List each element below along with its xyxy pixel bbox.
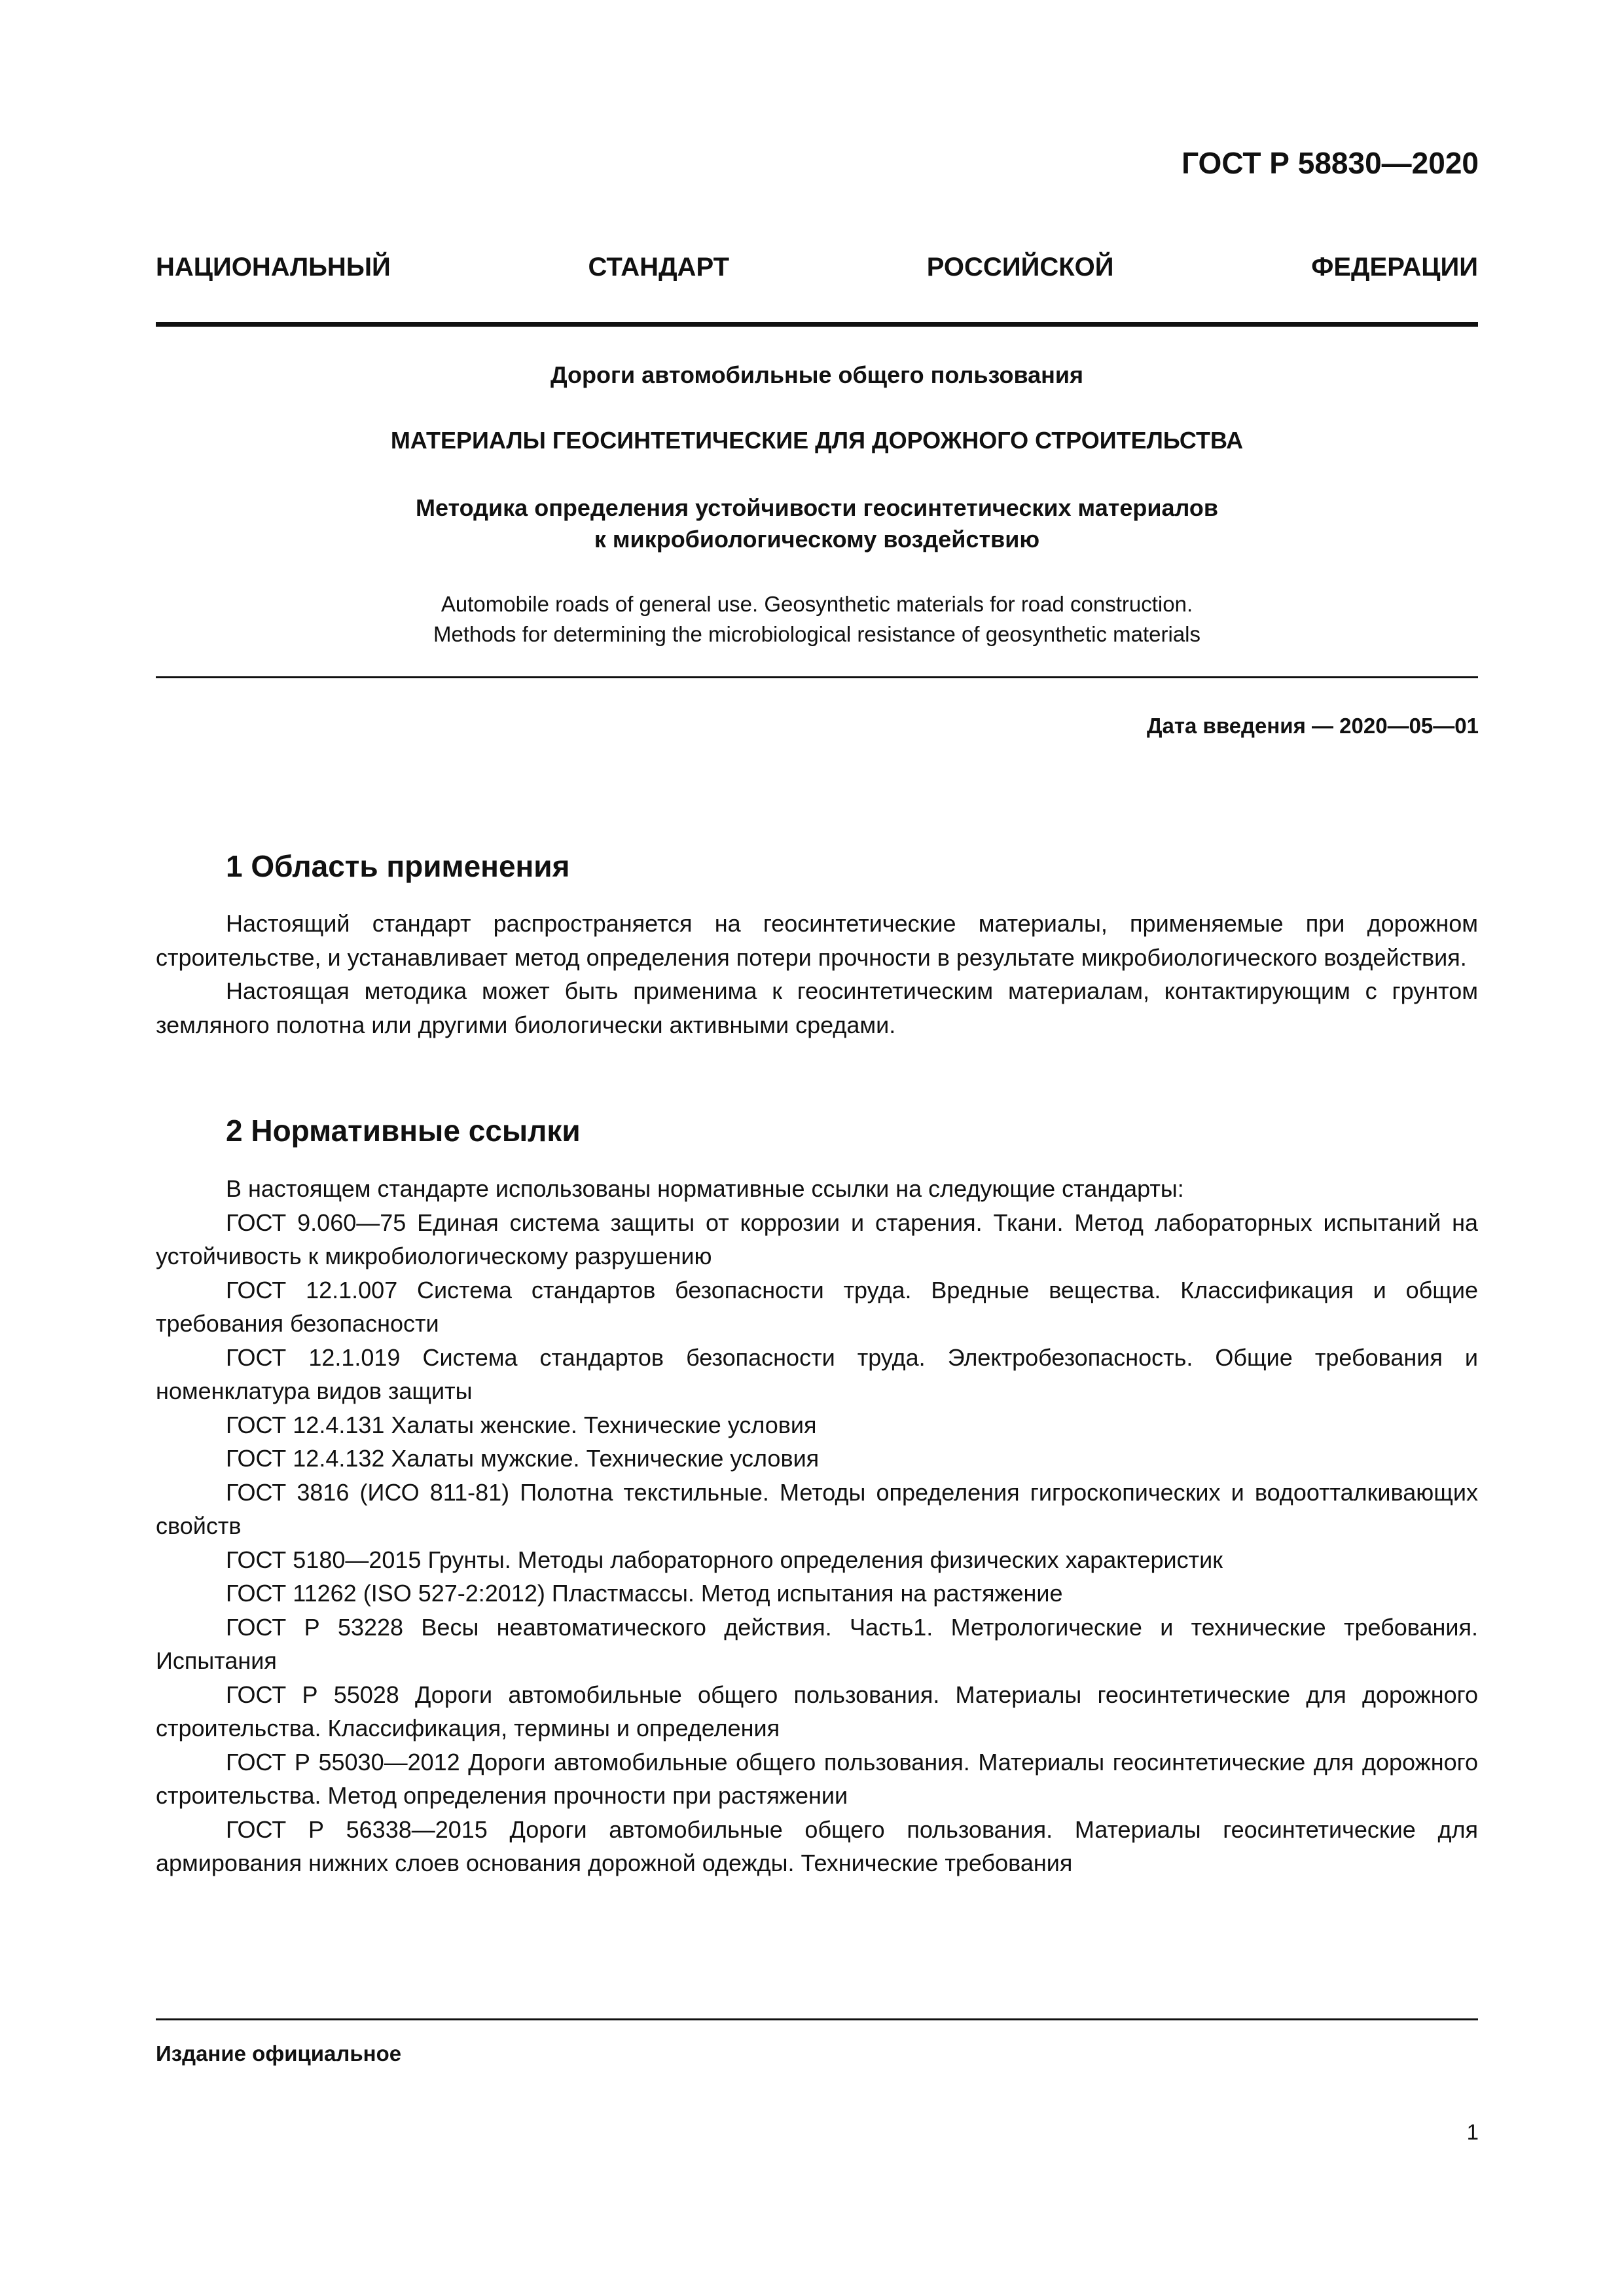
section-1-body — [156, 907, 1478, 1042]
paragraph: В настоящем стандарте использованы нормативные ссылки на следующие стандарты: — [226, 1175, 1184, 1202]
section-1-heading: 1 Область применения — [226, 849, 570, 883]
section-2-heading: 2 Нормативные ссылки — [226, 1114, 581, 1148]
paragraph: Настоящий стандарт распространяется на геосинтетические материалы, применяемые при дорожном строительстве, и устанавливает метод определения потери прочности в результате микробиологического воздействия. — [156, 910, 1478, 971]
reference-item: ГОСТ 5180—2015 Грунты. Методы лабораторного определения физических характеристик — [226, 1546, 1223, 1573]
title-line-1: Дороги автомобильные общего пользования — [550, 361, 1084, 388]
paragraph: Настоящая методика может быть применима к геосинтетическим материалам, контактирующим с грунтом земляного полотна или другими биологически активными средами. — [156, 977, 1478, 1038]
reference-item: ГОСТ 12.1.007 Система стандартов безопасности труда. Вредные вещества. Классификация и общие требования безопасности — [156, 1276, 1478, 1337]
banner-word: РОССИЙСКОЙ — [926, 253, 1114, 282]
document-number: ГОСТ Р 58830—2020 — [1182, 146, 1479, 180]
header-divider — [156, 322, 1478, 327]
title-line-3 — [156, 492, 1478, 555]
reference-item: ГОСТ 3816 (ИСО 811-81) Полотна текстильные. Методы определения гигроскопических и водоотталкивающих свойств — [156, 1478, 1478, 1539]
page-number: 1 — [1466, 2120, 1479, 2144]
banner-word: НАЦИОНАЛЬНЫЙ — [156, 253, 391, 282]
reference-item: ГОСТ 12.1.019 Система стандартов безопасности труда. Электробезопасность. Общие требования и номенклатура видов защиты — [156, 1343, 1478, 1404]
reference-item: ГОСТ 12.4.131 Халаты женские. Технические условия — [226, 1411, 817, 1438]
title-line-2: МАТЕРИАЛЫ ГЕОСИНТЕТИЧЕСКИЕ ДЛЯ ДОРОЖНОГО СТРОИТЕЛЬСТВА — [390, 427, 1244, 454]
title-divider — [156, 676, 1478, 678]
official-edition-label: Издание официальное — [156, 2041, 402, 2066]
footer-divider — [156, 2018, 1478, 2020]
reference-item: ГОСТ Р 55030—2012 Дороги автомобильные общего пользования. Материалы геосинтетические для дорожного строительства. Метод определения прочности при растяжении — [156, 1748, 1478, 1809]
title-line-3b: к микробиологическому воздействию — [594, 526, 1040, 553]
introduction-date: Дата введения — 2020—05—01 — [1147, 714, 1479, 738]
national-standard-banner — [156, 253, 1478, 282]
reference-item: ГОСТ Р 53228 Весы неавтоматического действия. Часть1. Метрологические и технические требования. Испытания — [156, 1613, 1478, 1674]
reference-item: ГОСТ Р 55028 Дороги автомобильные общего пользования. Материалы геосинтетические для дорожного строительства. Классификация, термины и определения — [156, 1681, 1478, 1741]
section-2-body — [156, 1172, 1478, 1880]
reference-item: ГОСТ 11262 (ISO 527-2:2012) Пластмассы. Метод испытания на растяжение — [226, 1580, 1063, 1607]
banner-word: СТАНДАРТ — [588, 253, 730, 282]
title-line-3a: Методика определения устойчивости геосинтетических материалов — [415, 494, 1219, 521]
reference-item: ГОСТ Р 56338—2015 Дороги автомобильные общего пользования. Материалы геосинтетические для армирования нижних слоев основания дорожной одежды. Технические требования — [156, 1815, 1478, 1876]
english-title — [156, 589, 1478, 649]
reference-item: ГОСТ 9.060—75 Единая система защиты от коррозии и старения. Ткани. Метод лабораторных испытаний на устойчивость к микробиологическому разрушению — [156, 1209, 1478, 1269]
english-title-a: Automobile roads of general use. Geosynthetic materials for road construction. — [441, 592, 1193, 616]
english-title-b: Methods for determining the microbiological resistance of geosynthetic materials — [433, 622, 1201, 646]
banner-word: ФЕДЕРАЦИИ — [1311, 253, 1478, 282]
reference-item: ГОСТ 12.4.132 Халаты мужские. Технические условия — [226, 1445, 820, 1472]
